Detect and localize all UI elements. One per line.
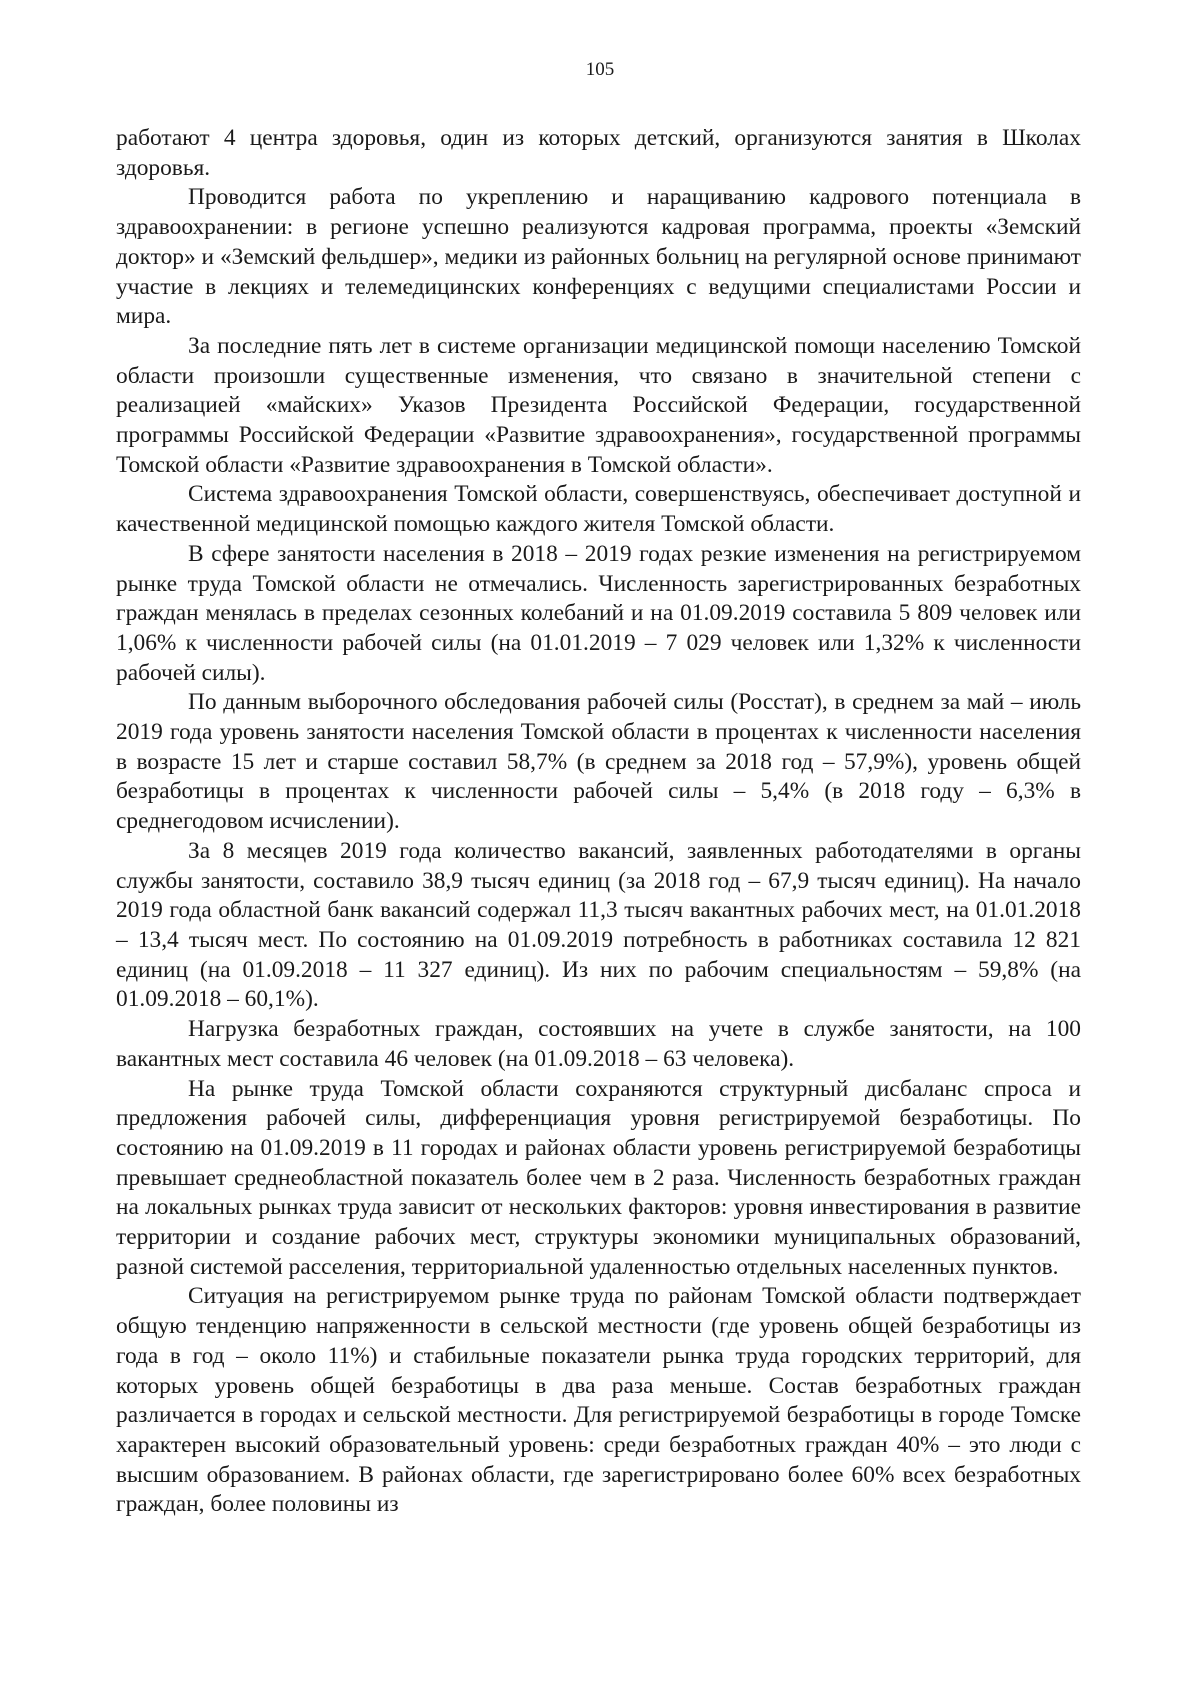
- paragraph-unemployed-load: Нагрузка безработных граждан, состоявших на учете в службе занятости, на 100 вакантных мест составила 46 человек (на 01.09.2018 – 63 человека).: [116, 1016, 1081, 1072]
- paragraph-regional-situation: Ситуация на регистрируемом рынке труда по районам Томской области подтверждает общую тенденцию напряженности в сельской местности (где уровень общей безработицы из года в год – около 11%) и стабильные показатели рынка труда городских территорий, для которых уровень общей безработицы в два раза меньше. Состав безработных граждан различается в городах и сельской местности. Для регистрируемой безработицы в городе Томске характерен высокий образовательный уровень: среди безработных граждан 40% – это люди с высшим образованием. В районах области, где зарегистрировано более 60% всех безработных граждан, более половины из: [116, 1283, 1081, 1518]
- paragraph-healthcare-system: Система здравоохранения Томской области, совершенствуясь, обеспечивает доступной и качественной медицинской помощью каждого жителя Томской области.: [116, 481, 1081, 538]
- paragraph-employment: В сфере занятости населения в 2018 – 2019 годах резкие изменения на регистрируемом рынке труда Томской области не отмечались. Численность зарегистрированных безработных граждан менялась в пределах сезонных колебаний и на 01.09.2019 составила 5 809 человек или 1,06% к численности рабочей силы (на 01.01.2019 – 7 029 человек или 1,32% к численности рабочей силы).: [116, 540, 1081, 686]
- body-text: [116, 124, 1081, 1520]
- paragraph-staffing: Проводится работа по укреплению и наращиванию кадрового потенциала в здравоохранении: в регионе успешно реализуются кадровая программа, проекты «Земский доктор» и «Земский фельдшер», медики из районных больниц на регулярной основе принимают участие в лекциях и телемедицинских конференциях с ведущими специалистами России и мира.: [116, 184, 1081, 330]
- paragraph-rosstat-survey: По данным выборочного обследования рабочей силы (Росстат), в среднем за май – июль 2019 года уровень занятости населения Томской области в процентах к численности населения в возрасте 15 лет и старше составил 58,7% (в среднем за 2018 год – 57,9%), уровень общей безработицы в процентах к численности рабочей силы – 5,4% (в 2018 году – 6,3% в среднегодовом исчислении).: [116, 689, 1081, 835]
- paragraph-labor-imbalance: На рынке труда Томской области сохраняются структурный дисбаланс спроса и предложения рабочей силы, дифференциация уровня регистрируемой безработицы. По состоянию на 01.09.2019 в 11 городах и районах области уровень регистрируемой безработицы превышает среднеобластной показатель более чем в 2 раза. Численность безработных граждан на локальных рынках труда зависит от нескольких факторов: уровня инвестирования в развитие территории и создание рабочих мест, структуры экономики муниципальных образований, разной системой расселения, территориальной удаленностью отдельных населенных пунктов.: [116, 1075, 1081, 1280]
- paragraph-health-centers: работают 4 центра здоровья, один из которых детский, организуются занятия в Школах здоровья.: [116, 125, 1081, 181]
- page-number: 105: [585, 59, 615, 80]
- paragraph-vacancies: За 8 месяцев 2019 года количество вакансий, заявленных работодателями в органы службы занятости, составило 38,9 тысяч единиц (за 2018 год – 67,9 тысяч единиц). На начало 2019 года областной банк вакансий содержал 11,3 тысяч вакантных рабочих мест, на 01.01.2018 – 13,4 тысяч мест. По состоянию на 01.09.2019 потребность в работниках составила 12 821 единиц (на 01.09.2018 – 11 327 единиц). Из них по рабочим специальностям – 59,8% (на 01.09.2018 – 60,1%).: [116, 837, 1081, 1013]
- paragraph-healthcare-changes: За последние пять лет в системе организации медицинской помощи населению Томской области произошли существенные изменения, что связано в значительной степени с реализацией «майских» Указов Президента Российской Федерации, государственной программы Российской Федерации «Развитие здравоохранения», государственной программы Томской области «Развитие здравоохранения в Томской области».: [116, 332, 1081, 478]
